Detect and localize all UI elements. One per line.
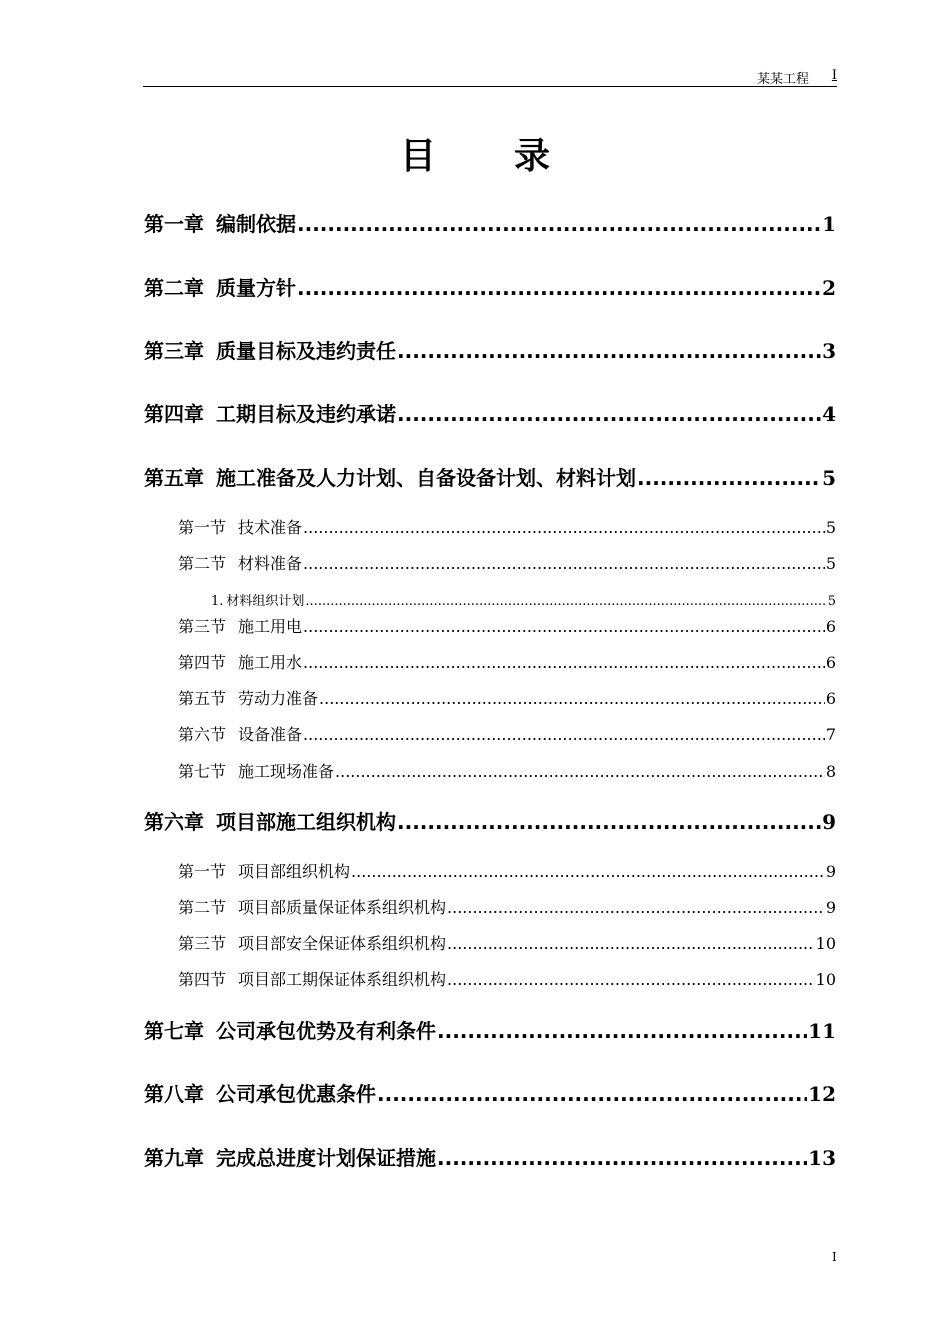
leader-dots — [303, 518, 825, 537]
entry-label: 第二节 — [178, 554, 227, 573]
entry-label: 第四节 — [178, 653, 227, 672]
toc-entry-section[interactable] — [178, 859, 836, 882]
toc-entry-chapter[interactable] — [144, 462, 836, 491]
toc-entry-section[interactable] — [178, 895, 836, 918]
entry-page: 5 — [827, 594, 836, 609]
entry-text: 材料准备 — [238, 554, 303, 573]
entry-text: 公司承包优惠条件 — [216, 1082, 376, 1106]
entry-label: 第五节 — [178, 689, 227, 708]
entry-text: 项目部施工组织机构 — [216, 810, 396, 834]
leader-dots — [303, 617, 825, 636]
entry-text: 项目部安全保证体系组织机构 — [238, 934, 447, 953]
leader-dots — [397, 402, 821, 426]
leader-dots — [397, 339, 821, 363]
entry-page: 1 — [822, 212, 836, 236]
entry-page: 11 — [808, 1019, 836, 1043]
toc-entry-chapter[interactable] — [144, 335, 836, 364]
entry-label: 第一节 — [178, 862, 227, 881]
entry-label: 第二章 — [144, 276, 204, 300]
leader-dots — [397, 810, 821, 834]
entry-page: 6 — [825, 617, 836, 636]
entry-page: 3 — [822, 339, 836, 363]
entry-text: 项目部组织机构 — [238, 862, 351, 881]
leader-dots — [351, 862, 825, 881]
toc-entry-chapter[interactable] — [144, 1142, 836, 1171]
entry-label: 第七节 — [178, 762, 227, 781]
entry-label: 第二节 — [178, 898, 227, 917]
toc-entry-chapter[interactable] — [144, 398, 836, 427]
entry-text: 施工现场准备 — [238, 762, 335, 781]
entry-text: 完成总进度计划保证措施 — [216, 1146, 436, 1170]
entry-text: 技术准备 — [238, 518, 303, 537]
entry-page: 4 — [822, 402, 836, 426]
entry-text: 设备准备 — [238, 725, 303, 744]
entry-text: 施工用电 — [238, 617, 303, 636]
entry-page: 7 — [825, 725, 836, 744]
entry-text: 工期目标及违约承诺 — [216, 402, 396, 426]
entry-page: 12 — [808, 1082, 836, 1106]
leader-dots — [319, 689, 825, 708]
entry-text: 项目部质量保证体系组织机构 — [238, 898, 447, 917]
entry-text: 施工准备及人力计划、自备设备计划、材料计划 — [216, 466, 636, 490]
leader-dots — [437, 1146, 807, 1170]
header-title: 某某工程 — [756, 72, 809, 87]
leader-dots — [335, 762, 825, 781]
leader-dots — [447, 934, 815, 953]
toc-entry-section[interactable] — [178, 931, 836, 954]
entry-label: 第三节 — [178, 617, 227, 636]
entry-page: 9 — [822, 810, 836, 834]
entry-label: 第四章 — [144, 402, 204, 426]
leader-dots — [447, 898, 825, 917]
entry-page: 6 — [825, 653, 836, 672]
entry-page: 2 — [822, 276, 836, 300]
leader-dots — [437, 1019, 807, 1043]
entry-text: 项目部工期保证体系组织机构 — [238, 970, 447, 989]
header-page-number: I — [831, 68, 837, 83]
toc-entry-section[interactable] — [178, 722, 836, 745]
page-header — [143, 66, 837, 87]
toc-entry-section[interactable] — [178, 759, 836, 782]
entry-page: 5 — [822, 466, 836, 490]
entry-label: 第一章 — [144, 212, 204, 236]
toc-title: 目录 — [399, 136, 628, 177]
leader-dots — [305, 594, 826, 609]
entry-page: 6 — [825, 689, 836, 708]
entry-label: 第六节 — [178, 725, 227, 744]
entry-page: 10 — [815, 934, 836, 953]
entry-page: 9 — [825, 862, 836, 881]
toc-entry-section[interactable] — [178, 515, 836, 538]
entry-page: 13 — [808, 1146, 836, 1170]
entry-label: 第一节 — [178, 518, 227, 537]
toc-entry-chapter[interactable] — [144, 272, 836, 301]
leader-dots — [447, 970, 815, 989]
footer-page-number: I — [832, 1250, 837, 1264]
entry-page: 5 — [825, 518, 836, 537]
entry-page: 10 — [815, 970, 836, 989]
entry-label: 第九章 — [144, 1146, 204, 1170]
toc-entry-section[interactable] — [178, 650, 836, 673]
toc-entry-section[interactable] — [178, 967, 836, 990]
entry-page: 8 — [825, 762, 836, 781]
leader-dots — [297, 212, 821, 236]
entry-label: 第五章 — [144, 466, 204, 490]
leader-dots — [297, 276, 821, 300]
toc-entry-chapter[interactable] — [144, 1078, 836, 1107]
entry-text: 质量目标及违约责任 — [216, 339, 396, 363]
toc-entry-section[interactable] — [178, 686, 836, 709]
leader-dots — [303, 725, 825, 744]
toc-entry-chapter[interactable] — [144, 806, 836, 835]
toc-entry-section[interactable] — [178, 551, 836, 574]
entry-label: 第三章 — [144, 339, 204, 363]
entry-label: 第八章 — [144, 1082, 204, 1106]
leader-dots — [377, 1082, 807, 1106]
entry-text: 编制依据 — [216, 212, 296, 236]
leader-dots — [637, 466, 821, 490]
entry-page: 5 — [825, 554, 836, 573]
entry-text: 施工用水 — [238, 653, 303, 672]
toc-entry-chapter[interactable] — [144, 1015, 836, 1044]
toc-entry-subsection[interactable] — [211, 590, 836, 609]
leader-dots — [303, 554, 825, 573]
entry-page: 9 — [825, 898, 836, 917]
toc-entry-chapter[interactable] — [144, 208, 836, 237]
entry-label: 第四节 — [178, 970, 227, 989]
entry-label: 1. — [211, 594, 224, 609]
entry-label: 第六章 — [144, 810, 204, 834]
entry-label: 第三节 — [178, 934, 227, 953]
toc-entry-section[interactable] — [178, 614, 836, 637]
entry-text: 劳动力准备 — [238, 689, 319, 708]
entry-text: 质量方针 — [216, 276, 296, 300]
entry-label: 第七章 — [144, 1019, 204, 1043]
leader-dots — [303, 653, 825, 672]
entry-text: 公司承包优势及有利条件 — [216, 1019, 436, 1043]
entry-text: 材料组织计划 — [226, 594, 305, 609]
